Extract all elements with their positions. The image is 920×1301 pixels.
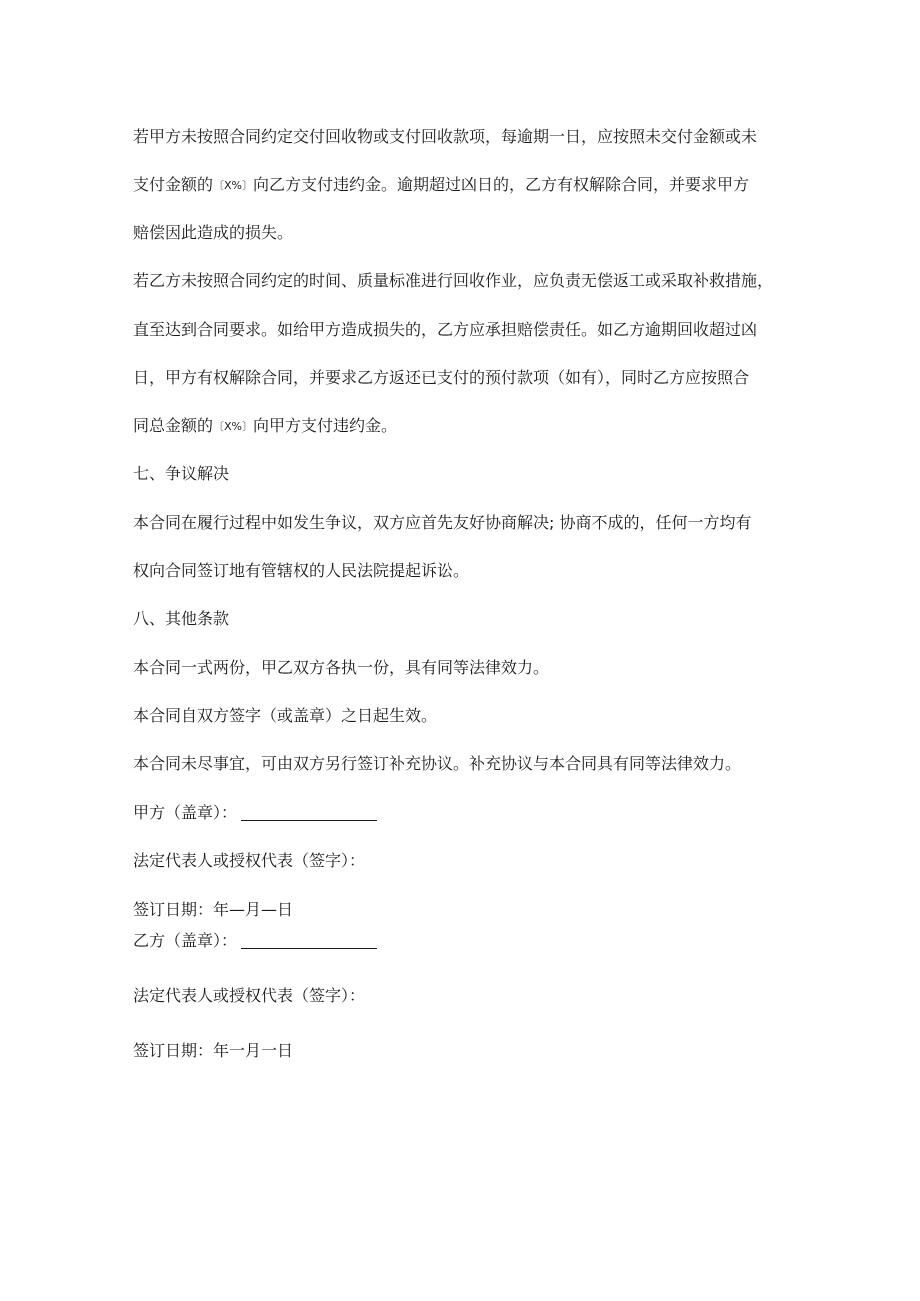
party-a-rep-label: 法定代表人或授权代表（签字）： <box>133 851 366 870</box>
penalty-rate-placeholder: 〔X%〕 <box>213 179 254 192</box>
party-b-date-label: 签订日期：年一月一日 <box>133 1041 294 1060</box>
penalty-b-line-2: 直至达到合同要求。如给甲方造成损失的，乙方应承担赔偿责任。如乙方逾期回收超过凶 <box>133 320 758 339</box>
penalty-b-line-1: 若乙方未按照合同约定的时间、质量标准进行回收作业，应负责无偿返工或采取补救措施， <box>133 271 774 290</box>
section-7-heading: 七、争议解决 <box>133 464 230 483</box>
section-8-item-1: 本合同一式两份，甲乙双方各执一份，具有同等法律效力。 <box>133 658 550 677</box>
party-b-seal-field[interactable] <box>241 933 377 949</box>
party-a-seal-row <box>133 801 793 825</box>
party-a-seal-field[interactable] <box>241 805 377 821</box>
penalty-a-line-2-text-b: 向乙方支付违约金。逾期超过凶日的，乙方有权解除合同，并要求甲方 <box>253 175 750 194</box>
penalty-a-line-2 <box>133 173 793 198</box>
penalty-b-line-4-text-a: 同总金额的 <box>133 416 214 435</box>
penalty-a-line-1: 若甲方未按照合同约定交付回收物或支付回收款项，每逾期一日，应按照未交付金额或未 <box>133 127 758 146</box>
penalty-a-line-2-text-a: 支付金额的 <box>133 175 214 194</box>
penalty-b-line-4-text-b: 向甲方支付违约金。 <box>253 416 398 435</box>
section-8-heading: 八、其他条款 <box>133 609 230 628</box>
penalty-b-line-3: 日，甲方有权解除合同，并要求乙方返还已支付的预付款项（如有），同时乙方应按照合 <box>133 368 750 387</box>
penalty-a-line-3: 赔偿因此造成的损失。 <box>133 223 294 242</box>
section-7-line-1: 本合同在履行过程中如发生争议，双方应首先友好协商解决; 协商不成的，任何一方均有 <box>133 513 752 532</box>
section-7-line-2: 权向合同签订地有管辖权的人民法院提起诉讼。 <box>133 561 470 580</box>
section-8-item-2: 本合同自双方签字（或盖章）之日起生效。 <box>133 706 438 725</box>
party-b-rep-label: 法定代表人或授权代表（签字）： <box>133 986 366 1005</box>
penalty-rate-placeholder: 〔X%〕 <box>213 420 254 433</box>
section-8-item-3: 本合同未尽事宜，可由双方另行签订补充协议。补充协议与本合同具有同等法律效力。 <box>133 754 742 773</box>
party-b-seal-row <box>133 929 793 953</box>
party-a-seal-label: 甲方（盖章）： <box>133 803 238 822</box>
party-b-seal-label: 乙方（盖章）： <box>133 931 238 950</box>
party-a-date-label: 签订日期：年—月—日 <box>133 900 294 919</box>
penalty-b-line-4 <box>133 414 793 439</box>
